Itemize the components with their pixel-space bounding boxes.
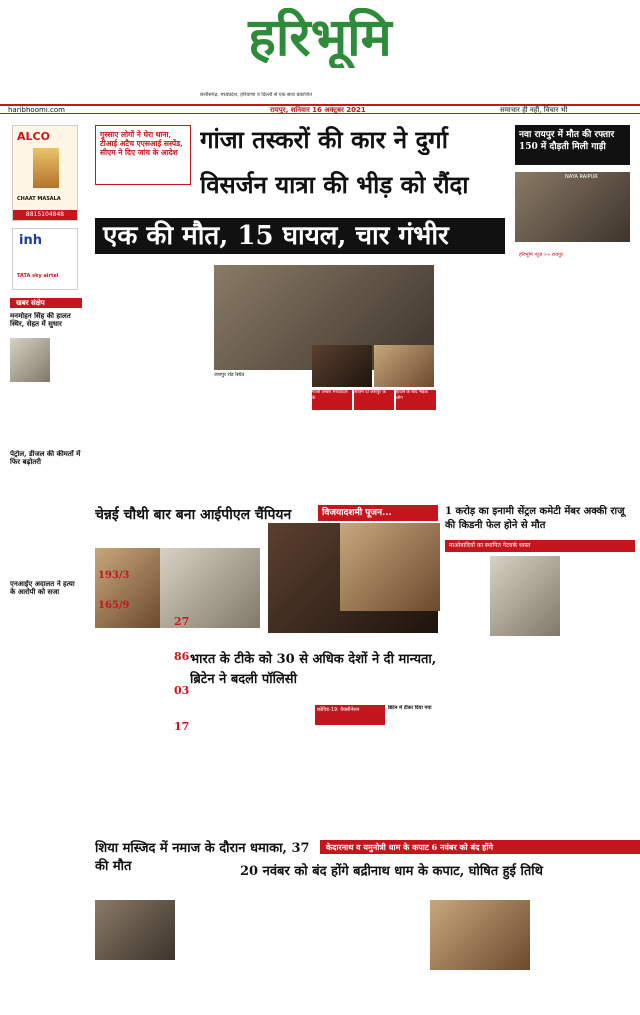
- site-url[interactable]: haribhoomi.com: [8, 106, 65, 114]
- vijaya-title: विजयादशमी पूजन...: [318, 505, 438, 521]
- shia-headline[interactable]: शिया मस्जिद में नमाज के दौरान धमाका, 37 की मौत: [95, 841, 310, 874]
- right-top-headline[interactable]: नवा रायपुर में मौत की रफ्तार 150 में दौड़ती मिली गाड़ी: [515, 125, 630, 165]
- masthead-logo: हरिभूमि: [248, 8, 392, 68]
- inh-ad[interactable]: [12, 228, 78, 290]
- kedar-kicker: केदारनाथ व यमुनोत्री धाम के कपाट 6 नवंबर को बंद होंगे: [320, 840, 640, 854]
- brief-1[interactable]: मनमोहन सिंह की हालत स्थिर, सेहत में सुधार: [10, 312, 71, 328]
- vijaya-photo-2: [340, 523, 440, 611]
- slogan: समाचार ही नहीं, विचार भी: [500, 106, 568, 114]
- lead-tag-3: हादसे के बाद भड़के लोग: [396, 390, 436, 410]
- kedar-photo: [430, 900, 530, 970]
- kedar-headline[interactable]: 20 नवंबर को बंद होंगे बद्रीनाथ धाम के कपाट, घोषित हुई तिथि: [240, 864, 543, 879]
- alco-ad[interactable]: [12, 125, 78, 221]
- lead-photo-2: [312, 345, 372, 387]
- lead-kicker: गुस्साए लोगों ने घेरा थाना, टीआई अटैच एएसआई सस्पेंड, सीएम ने दिए जांच के आदेश: [100, 130, 183, 157]
- right-top-photo: [515, 172, 630, 242]
- brief-photo: [10, 338, 50, 382]
- lead-photo-3: [374, 345, 434, 387]
- inh-line: TATA sky airtel: [17, 273, 59, 279]
- alco-sub: CHAAT MASALA: [17, 196, 61, 202]
- briefs-title: खबर संक्षेप: [10, 298, 82, 308]
- sports-headline[interactable]: चेन्नई चौथी बार बना आईपीएल चैंपियन: [95, 507, 292, 523]
- lead-caption: जशपुर रोड स्थित: [214, 372, 245, 378]
- lead-tag-1: गांजा तस्कर मध्यप्रदेश के: [312, 390, 352, 410]
- vaccine-headline[interactable]: भारत के टीके को 30 से अधिक देशों ने दी मान्यता, ब्रिटेन ने बदली पॉलिसी: [190, 652, 437, 687]
- dateline: रायपुर, शनिवार 16 अक्टूबर 2021: [270, 106, 366, 114]
- alco-phone: 8815104848: [13, 210, 77, 220]
- lead-tag-2: अंतिम दो जशपुर के: [354, 390, 394, 410]
- url-bar: [0, 104, 640, 114]
- sports-photo: [95, 548, 160, 628]
- product-pack-icon: [33, 148, 59, 188]
- lead-kicker-box: [95, 125, 191, 185]
- kidney-headline[interactable]: 1 करोड़ का इनामी सेंट्रल कमेटी मेंबर अक्की राजू की किडनी फेल होने से मौत: [445, 506, 625, 531]
- brief-body: [52, 338, 82, 438]
- right-body: [515, 250, 630, 420]
- score-1: 193/3: [98, 570, 130, 581]
- photo-label: NAYA RAIPUR: [565, 174, 598, 180]
- lead-headline-2[interactable]: विसर्जन यात्रा की भीड़ को रौंदा: [200, 170, 469, 199]
- lead-headline-1[interactable]: गांजा तस्करों की कार ने दुर्गा: [200, 125, 448, 154]
- kidney-badge: माओवादियों का स्थापित नेटवर्क ध्वस्त: [445, 540, 635, 552]
- stat-4: 17: [174, 720, 190, 732]
- stat-2: 86: [174, 650, 190, 662]
- vaccine-sub-2: ब्रिटेन में टीका दिया गया: [388, 705, 432, 711]
- lead-body-right: [440, 262, 510, 502]
- stat-1: 27: [174, 615, 190, 627]
- masthead-tagline: छत्तीसगढ़, मध्यप्रदेश, हरियाणा व दिल्ली से एक साथ प्रकाशित: [200, 92, 312, 98]
- vaccine-sub-1: कोविड-19: वैक्सीनेशन: [315, 705, 385, 725]
- lead-body: [95, 262, 205, 422]
- brief-3[interactable]: एनआईए अदालत ने हत्या के आरोपी को सजा: [10, 580, 75, 596]
- right-byline: हरिभूमि न्यूज़ »» रायपुर: [519, 252, 563, 258]
- inh-brand: inh: [19, 233, 42, 248]
- alco-brand: ALCO: [17, 130, 50, 143]
- brief-2[interactable]: पेट्रोल, डीजल की कीमतों में फिर बढ़ोतरी: [10, 450, 81, 466]
- shia-photo: [95, 900, 175, 960]
- score-2: 165/9: [98, 600, 130, 611]
- lead-headline-3[interactable]: एक की मौत, 15 घायल, चार गंभीर: [95, 218, 505, 254]
- kidney-photo: [490, 556, 560, 636]
- stat-3: 03: [174, 684, 190, 696]
